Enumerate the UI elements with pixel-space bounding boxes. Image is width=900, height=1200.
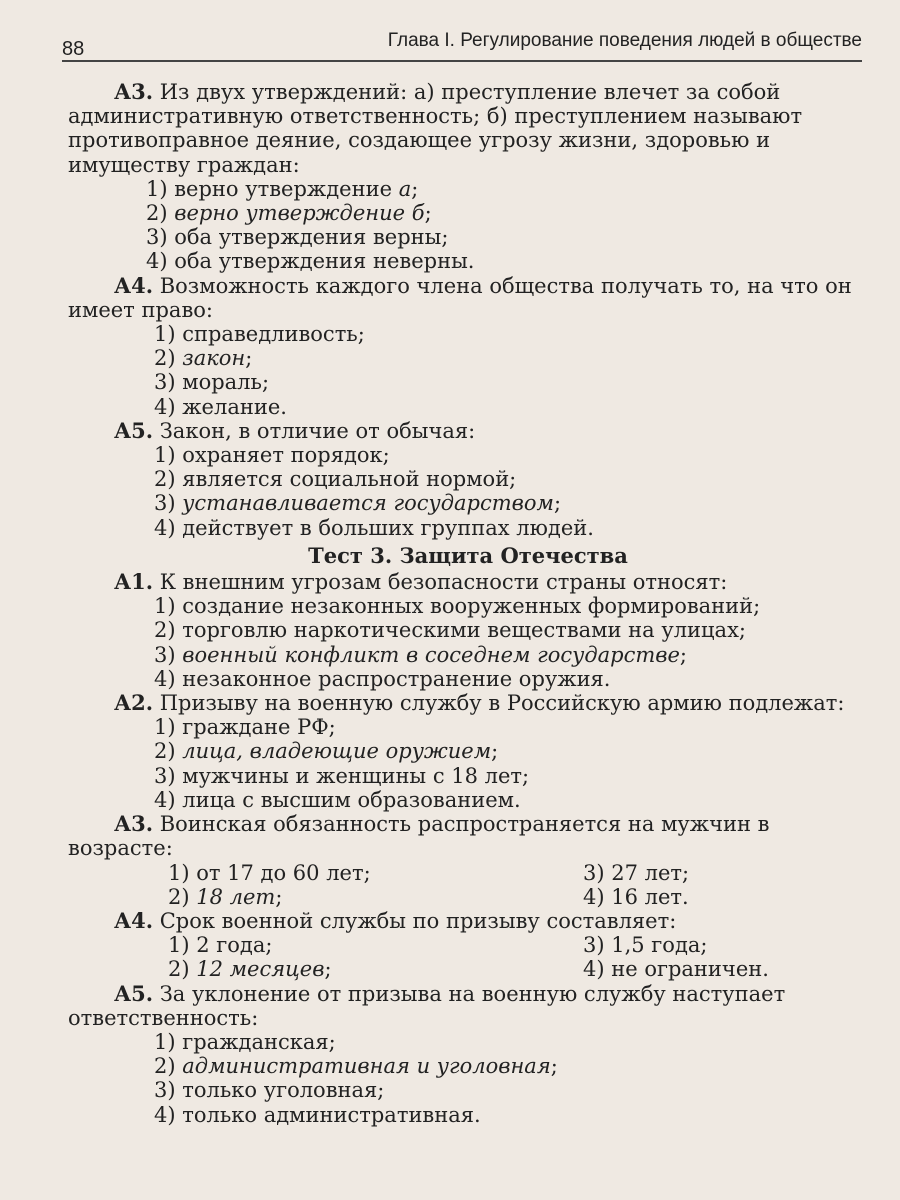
option-1: 1) верно утверждение а; bbox=[146, 176, 419, 201]
question-text: Возможность каждого члена общества получать то, на что он имеет право: bbox=[68, 273, 852, 322]
option-1: 1) от 17 до 60 лет; bbox=[168, 860, 371, 885]
test3-question-a5 bbox=[68, 982, 868, 1030]
chapter-title: Глава I. Регулирование поведения людей в обществе bbox=[387, 30, 862, 51]
option-4: 4) только административная. bbox=[154, 1102, 481, 1127]
question-a3 bbox=[68, 80, 868, 177]
options-two-column bbox=[68, 861, 868, 885]
option-3: 3) устанавливается государством; bbox=[154, 491, 562, 516]
question-text: За уклонение от призыва на военную службу наступает ответственность: bbox=[68, 981, 786, 1030]
page-content bbox=[68, 80, 868, 1127]
option-2: 2) торговлю наркотическими веществами на улицах; bbox=[154, 618, 746, 643]
question-label: А4. bbox=[114, 907, 154, 933]
option-1: 1) граждане РФ; bbox=[154, 715, 336, 740]
option-3: 3) только уголовная; bbox=[154, 1078, 385, 1103]
question-a4 bbox=[68, 274, 868, 322]
option-3: 3) 27 лет; bbox=[583, 860, 690, 885]
question-text: К внешним угрозам безопасности страны относят: bbox=[159, 570, 728, 595]
option-3: 3) мужчины и женщины с 18 лет; bbox=[154, 763, 530, 788]
test-title: Тест 3. Защита Отечества bbox=[308, 542, 628, 568]
options-two-column bbox=[68, 885, 868, 909]
option-1: 1) охраняет порядок; bbox=[154, 443, 390, 468]
options-two-column bbox=[68, 957, 868, 981]
option-4: 4) оба утверждения неверны. bbox=[146, 249, 475, 274]
test3-question-a2 bbox=[68, 691, 868, 715]
option-4: 4) 16 лет. bbox=[583, 884, 689, 909]
option-2: 2) закон; bbox=[154, 346, 253, 371]
question-label: А5. bbox=[114, 417, 154, 443]
question-label: А1. bbox=[114, 569, 154, 595]
question-text: Закон, в отличие от обычая: bbox=[159, 418, 476, 443]
option-4: 4) незаконное распространение оружия. bbox=[154, 666, 611, 691]
question-label: А4. bbox=[114, 272, 154, 298]
option-3: 3) мораль; bbox=[154, 370, 270, 395]
question-label: А3. bbox=[114, 811, 154, 837]
question-text: Из двух утверждений: а) преступление влечет за собой административную ответственность; б) преступлением называют противоправное деяние, создающее угрозу жизни, здоровью и имуществу граждан: bbox=[68, 80, 803, 177]
option-4: 4) желание. bbox=[154, 394, 287, 419]
option-3: 3) оба утверждения верны; bbox=[146, 225, 449, 250]
test3-question-a1 bbox=[68, 570, 868, 594]
option-2: 2) верно утверждение б; bbox=[146, 201, 432, 226]
option-3: 3) 1,5 года; bbox=[583, 933, 708, 958]
options-two-column bbox=[68, 933, 868, 957]
option-1: 1) создание незаконных вооруженных формирований; bbox=[154, 594, 761, 619]
option-2: 2) 12 месяцев; bbox=[168, 957, 332, 982]
page-header bbox=[62, 26, 862, 62]
option-1: 1) гражданская; bbox=[154, 1029, 336, 1054]
question-text: Срок военной службы по призыву составляет: bbox=[159, 908, 677, 933]
option-4: 4) действует в больших группах людей. bbox=[154, 515, 594, 540]
question-label: А3. bbox=[114, 79, 154, 104]
question-a5 bbox=[68, 419, 868, 443]
question-text: Воинская обязанность распространяется на мужчин в возрасте: bbox=[68, 812, 770, 861]
option-4: 4) лица с высшим образованием. bbox=[154, 787, 521, 812]
question-text: Призыву на военную службу в Российскую армию подлежат: bbox=[159, 691, 845, 716]
page-number: 88 bbox=[62, 38, 85, 60]
option-1: 1) 2 года; bbox=[168, 933, 273, 958]
option-3: 3) военный конфликт в соседнем государстве; bbox=[154, 642, 687, 667]
option-2: 2) является социальной нормой; bbox=[154, 467, 517, 492]
question-label: А5. bbox=[114, 980, 154, 1006]
question-label: А2. bbox=[114, 690, 154, 716]
option-4: 4) не ограничен. bbox=[583, 957, 769, 982]
test3-question-a3 bbox=[68, 812, 868, 860]
test3-question-a4 bbox=[68, 909, 868, 933]
option-2: 2) лица, владеющие оружием; bbox=[154, 739, 499, 764]
option-1: 1) справедливость; bbox=[154, 322, 365, 347]
option-2: 2) административная и уголовная; bbox=[154, 1054, 558, 1079]
option-2: 2) 18 лет; bbox=[168, 884, 283, 909]
